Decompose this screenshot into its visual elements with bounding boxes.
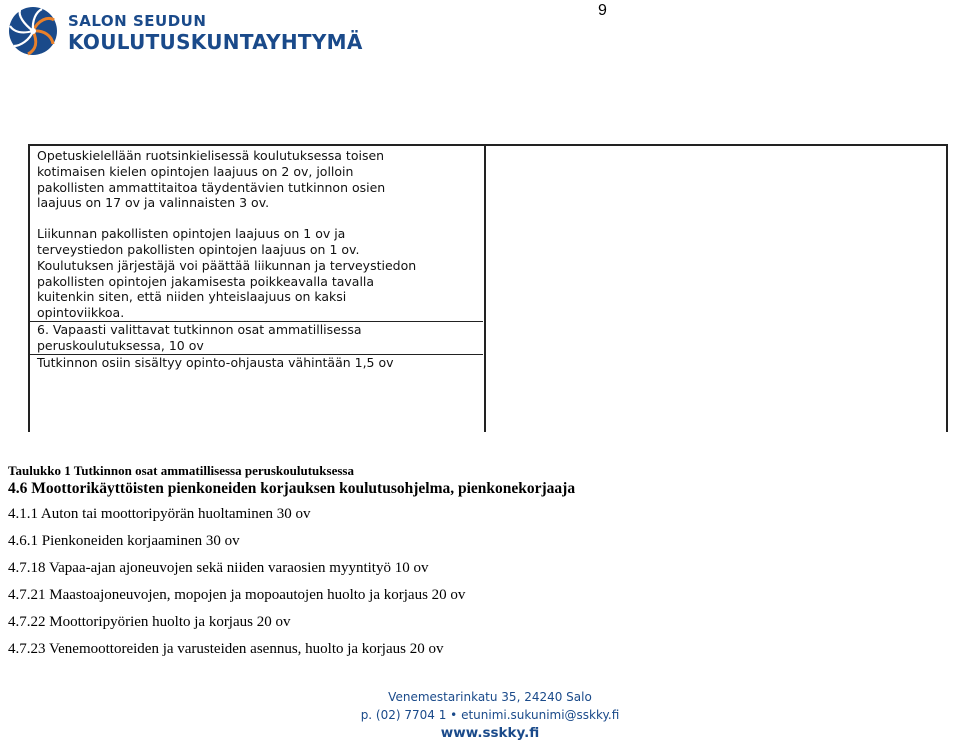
table-caption: Taulukko 1 Tutkinnon osat ammatillisessa peruskoulutuksessa — [8, 463, 354, 478]
scan-line: kotimaisen kielen opintojen laajuus on 2 ov, jolloin — [37, 163, 354, 179]
scan-paragraph-physical-education — [37, 226, 482, 321]
table-border-right — [946, 144, 948, 432]
logo-text-line2: KOULUTUSKUNTAYHTYMÄ — [68, 30, 363, 54]
scan-line: peruskoulutuksessa, 10 ov — [37, 337, 204, 353]
list-item: 4.1.1 Auton tai moottoripyörän huoltaminen 30 ov — [8, 506, 311, 522]
list-item: 4.7.23 Venemoottoreiden ja varusteiden asennus, huolto ja korjaus 20 ov — [8, 641, 444, 657]
list-item: 4.7.18 Vapaa-ajan ajoneuvojen sekä niiden varaosien myyntityö 10 ov — [8, 560, 429, 576]
scan-row-guidance — [28, 354, 483, 371]
organization-logo — [8, 6, 368, 56]
scan-line: Koulutuksen järjestäjä voi päättää liikunnan ja terveystiedon — [37, 257, 417, 273]
list-item: 4.7.22 Moottoripyörien huolto ja korjaus 20 ov — [8, 614, 291, 630]
table-border-top — [28, 144, 948, 146]
page-footer — [320, 688, 660, 742]
scan-line: pakollisten opintojen jakamisesta poikkeavalla tavalla — [37, 273, 375, 289]
table-column-divider — [484, 144, 486, 432]
footer-contact: p. (02) 7704 1 • etunimi.sukunimi@sskky.fi — [360, 708, 620, 722]
logo-text-line1: SALON SEUDUN — [68, 12, 207, 30]
scanned-table-image — [28, 140, 948, 432]
sun-swirl-logo-icon — [8, 6, 58, 56]
scan-line: Tutkinnon osiin sisältyy opinto-ohjausta vähintään 1,5 ov — [37, 354, 394, 370]
scan-row-elective — [28, 321, 483, 354]
table-cell-text — [37, 148, 482, 370]
scan-line: kuitenkin siten, että niiden yhteislaajuus on kaksi — [37, 289, 347, 305]
footer-website-link[interactable]: www.sskky.fi — [440, 725, 540, 741]
section-heading: 4.6 Moottorikäyttöisten pienkoneiden korjauksen koulutusohjelma, pienkonekorjaaja — [8, 480, 576, 497]
document-body — [8, 463, 948, 657]
scan-line: Liikunnan pakollisten opintojen laajuus on 1 ov ja — [37, 226, 346, 242]
scan-line: laajuus on 17 ov ja valinnaisten 3 ov. — [37, 195, 270, 211]
scan-line: opintoviikkoa. — [37, 305, 125, 321]
list-item: 4.7.21 Maastoajoneuvojen, mopojen ja mopoautojen huolto ja korjaus 20 ov — [8, 587, 466, 603]
list-item: 4.6.1 Pienkoneiden korjaaminen 30 ov — [8, 533, 240, 549]
table-border-left — [28, 144, 30, 432]
scan-line: terveystiedon pakollisten opintojen laajuus on 1 ov. — [37, 241, 360, 257]
scan-line: pakollisten ammattitaitoa täydentävien tutkinnon osien — [37, 179, 386, 195]
scan-line: Opetuskielellään ruotsinkielisessä koulutuksessa toisen — [37, 148, 385, 163]
scan-line: 6. Vapaasti valittavat tutkinnon osat ammatillisessa — [37, 321, 362, 337]
scan-paragraph-language — [37, 148, 482, 211]
page-number: 9 — [598, 2, 607, 19]
footer-address: Venemestarinkatu 35, 24240 Salo — [388, 690, 592, 704]
